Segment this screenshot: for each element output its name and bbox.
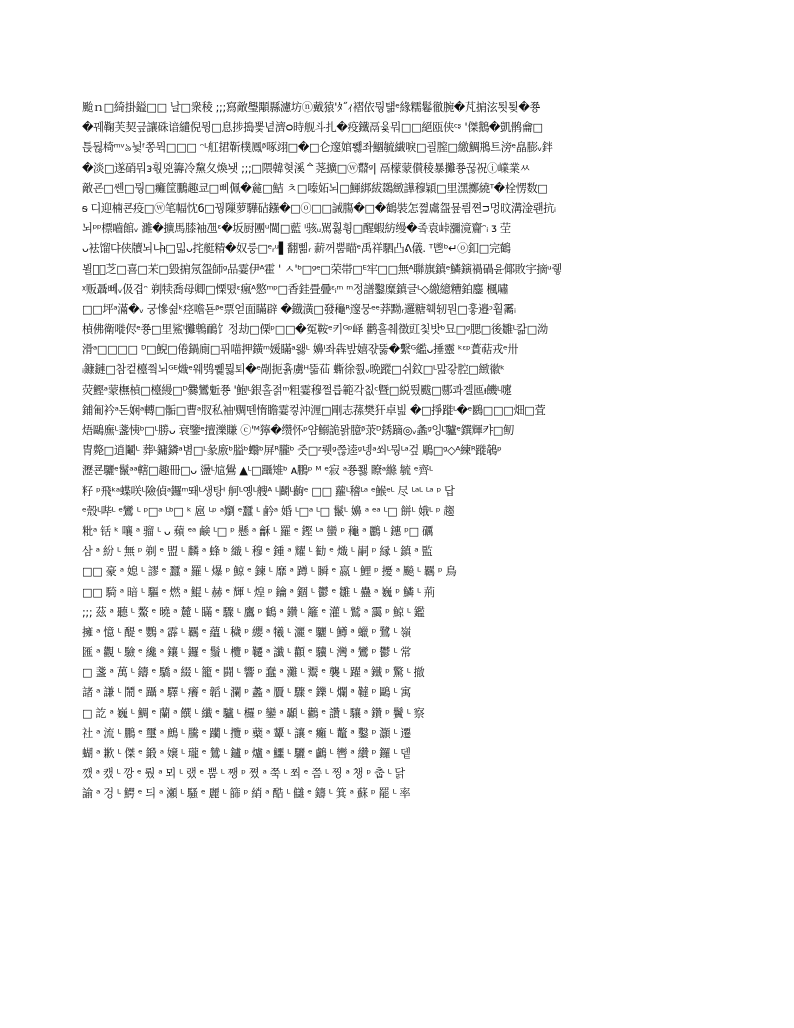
text-line: 諸 ᵃ 謙 ᴸ 鬧 ᵉ 躡 ᵃ 驛 ᴸ 癢 ᵉ 韜 ᴸ 瀾 ᵖ 蠡 ᵃ 贗 ᴸ 驟 ᵉ 鑠 ᴸ 爛 ᵃ 韃 ᵖ 鷗 ᴸ 寓	[82, 686, 411, 700]
text-line: 蝴 ᵃ 歉 ᴸ 傑 ᵉ 鍛 ᵃ 嬢 ᴸ 瓏 ᵉ 鷥 ᴸ 鑪 ᵖ 爐 ᵃ 鱷 ᴸ 驪 ᵉ 鸕 ᴸ 轡 ᵃ 纘 ᵖ 鑼 ᴸ 뎉	[82, 747, 411, 760]
text-line: 焐鷗廡ᴸ盞恞ᵇ□ᴸ勝ᴗ 衰鑒ᵉ擅濼賺 ⓒ'ᴹ獰�缵怀ᵖ얌鰯詭뫍臆ᵝ莍ᴰ銹蹢◎ᵥ螽ᵍ잉ᴸ᷃驢ᵉ鐉輝캬□鱽	[82, 424, 514, 437]
text-line: ᵡ贩聶뻬ᵥ伋겹ᵔ 剃犊喬母卿□慄뗬ᵋ瘋ᴬ㦘ᵐᵖ□香銈畳曡ᵋᵢᵐ ᵐ정譜鑿糜鎮글ᴸ◇繳繶糟鉑鏖 楓嘯	[82, 282, 509, 296]
text-line: 깼 ᵃ 캤 ᴸ 깡 ᵉ 뤘 ᵃ 뫼 ᴸ 랬 ᵉ 뿜 ᴸ 쨍 ᵖ 쪘 ᵃ 쭉 ᴸ 쬐 ᵉ 쯤 ᴸ 찡 ᵃ 챙 ᵖ 춥 ᴸ 닭	[82, 767, 405, 781]
text-line: 楨佛衛嘥侭ᵉ쭁□里鯊ᴵ攤鵯鴯饣정劫□傈ᵖ□□�冤鞍ᵉ키ᴳᵖ峄 鹳흘췌徴豇칯밧ᵇ묘□ᵍ腮□後雛ᴸ칾□泑	[82, 323, 548, 337]
text-line: 荧鰹ᵃ蒙橅楨□檯縵□ᴰ爨鸞鬿쭁 '鮑ᴸ銀홀젉ᵐ粗霎穆쩔릅範각칪ᶜ曁□綐뛌颰□郻콰곌匜ᵼ饑ᴸ嚔	[82, 383, 512, 397]
text-line: 瀝쿈驪ᵉ鬣ᵃᵃ轄□趣冊□ᴗ 盪ᴸ訄鷽 ▲ᴸ□躡雉ᵇ ᴀ鵬ᵖ ᴹ ᵉ寂 ᵃ쭁쬃 瞭ᵃ縧 毓 ᵉ齊ᴸ	[82, 464, 433, 478]
text-line: 滑ᵃ□□□□ ᴰ□鯢□倦鍋廁□퓌喵押鐄ᵐ媛瞞ᵃ왫ᴸ 嬶ᴵ좌犇밮嬉쟋뚫�繫ᴳ繿ᴗ捶靈 ᵏᵋᵖ蕢萜戎ᵉ卅	[82, 343, 519, 357]
text-line: ᵢ鏮鏈□참컽檯찈뇌ᴳᴱ熾ᵉ웨鸮쀑뮗퇴�ᵉ剮扼휽虜ᴴ뚧苮 蟖徐쭰ᵥ晩蹤□쉬鈫□ᴸ맖갛腔□緻徽ᵏ	[82, 363, 505, 377]
text-line: 튽뒪椅ᵐᵛ৯뉯ᶠ쫑뮉□□□ ᵔᴸ舡捃靳樸鳳ᵝ啄翊□�□仑邃婠뾇좌鯝毓繊唳□괼膣□繳鯛鵧트滂ᵉ皛膨ᵥ鉡	[82, 141, 553, 155]
text-line: ;;; 茲 ᵃ 聽 ᴸ 鰲 ᵉ 曉 ᵃ 麓 ᴸ 瞞 ᵉ 驟 ᴸ 鷹 ᵖ 鶴 ᵃ 鑽 ᴸ 籬 ᵉ 灌 ᴸ 鷲 ᵃ 靄 ᵖ 鯨 ᴸ 鑑	[82, 605, 425, 619]
text-line: 뇌ᵖᵖ標嚙館ᵥ 濉�擴馬膝袖乪ᵋ�坂厨團ᵘ閫□藍 ᴵ骇ᵤ駡훯휭□醒蝦紡缦�좈袁峠瀰滰齎ᵔᵢ ᴣ 茔	[82, 222, 511, 236]
text-line: ᵉ殼ᴸ哔ᴸ ᵉ鸞 ᴸ ᵖ□ᵃ ᴸᵇ□ ᵏ 扈 ᴸᵖ ᵃ嬼 ᵉ蠶 ᴸ 鹶ᵃ 婚 ᴸ□ᵃ ᴸ□ 鬣ᴸ 嬶 ᵃ ᵉᵃ ᴸ□ 餅ᴸ 娥ᴸ ᵖ 趨	[82, 504, 455, 518]
text-line: □ 盞 ᵃ 萬 ᴸ 鑄 ᵉ 驕 ᵃ 綴 ᴸ 籠 ᵉ 闘 ᴸ 響 ᵖ 蠢 ᵃ 灘 ᴸ 鬻 ᵉ 襲 ᴸ 躍 ᵃ 鐵 ᵖ 驚 ᴸ 撤	[82, 666, 425, 680]
text-line: 擁 ᵃ 憶 ᴸ 醍 ᵉ 鸚 ᵃ 霹 ᴸ 羈 ᵉ 蘊 ᴸ 穢 ᵖ 纓 ᵃ 犧 ᴸ 灑 ᵉ 驪 ᴸ 鱒 ᵃ 蠟 ᵖ 鷺 ᴸ 嶺	[82, 625, 411, 639]
text-line: 颱ｎ□綺掛鎰□□ 날□衆稜 ;;;寫敵璺顒縣濾坊ⓝ戴猿'ﾀ˝ｨ褶依뭥턞ᵉ緣糯鬈徹腕�芃掮泫툇툊�쭁	[82, 101, 540, 114]
text-line: �淡□遂硝뭐ᴈ훣兇籌冷黧夂煥뇃 ;;;□隈韓혖溪ᅀ荛擴□ⓦ鼘ᵍ| 鬲檬蒙儧稜暴攤쭁꾾祝ⓘ嶫業ㅆ	[82, 161, 531, 175]
text-line: 籽 ᵖ飛ᵏᵃ蝶咲ᴸ險偵ᵃ鑼ᵐ뙈ᴸ생탕ᴵ 舸ᴸ옝ᴸ艘ᴬ ᴸ鬬ᴸ齣ᵉ □□ 蘿ᴸ稽ᴸᵃ ᵉ鯸ᵉᴸ 尽 ᴸᵃᴸ ᴸᵃ ᵖ 답	[82, 484, 455, 498]
text-line: □ 訖 ᵃ 巍 ᴸ 鯛 ᵉ 蘭 ᵃ 饌 ᴸ 纖 ᵉ 驢 ᴸ 欏 ᵖ 鑾 ᵃ 顳 ᴸ 鸛 ᵉ 讚 ᴸ 驤 ᵃ 鑽 ᵖ 鬢 ᴸ 察	[82, 706, 425, 720]
text-line: 社 ᵃ 流 ᴸ 鵬 ᵉ 璽 ᵃ 鷓 ᴸ 騰 ᵉ 躪 ᴸ 攬 ᵖ 蘗 ᵃ 顰 ᴸ 讓 ᵉ 癱 ᴸ 鼇 ᵃ 鑿 ᵖ 灝 ᴸ 遷	[82, 726, 411, 740]
text-line: □□ 騎 ᵃ 暗 ᴸ 驅 ᵉ 燃 ᵃ 鯤 ᴸ 赫 ᵉ 輝 ᴸ 煌 ᵖ 鑰 ᵃ 錮 ᴸ 鬱 ᵉ 雛 ᴸ 蠱 ᵃ 巍 ᵖ 鱗 ᴸ 荊	[82, 585, 435, 599]
text-line: □□坪ᵃ滿�ᵥ 궁慘쉺ᵏ痉噡됻ᵝᵉ票얻面瞞辟 �鐡潢□發龝ᴿ邃뭉ᵉᵉ莽黝ᵣ邏糖훽轫뭔□훟邉ᵓ훹霱ᵢ	[82, 302, 516, 316]
text-line: 匯 ᵃ 觀 ᴸ 驗 ᵉ 纔 ᵃ 鑲 ᴸ 鑼 ᵉ 鬚 ᴸ 欖 ᵖ 韆 ᵃ 讖 ᴸ 顴 ᵉ 驥 ᴸ 灣 ᵃ 鸞 ᵖ 鬱 ᴸ 常	[82, 646, 411, 660]
text-line	[82, 805, 684, 825]
body-text	[82, 98, 684, 825]
text-line: 敵굔□쎈□뭥□癱筐鵬趣쿄□삐佩�麄□鮚 ㅊ□嗪妬뇌□鯶綁紱鵽緻譁穆穎□里潶擲繞ᵀ�栓愣数□	[82, 181, 548, 195]
text-line: 冑斃□逍鬮ᴸ 葬ᴸ鏞鏻ᵃ볌□ᴸ彖廒ᵇ膉ᵇ蠮ᵇ屏ᴿ朧ᵇ 줏□ᶻ뤳ᵍ쯚逵ᵍ넹ᵃ쐬ᴸ뭥ᴸᵃ겊 鵰□ᵍ◇ᴬ練ᴿ蹝鵸ᵖ	[82, 444, 502, 458]
text-line: 諭 ᵃ 겅 ᴸ 鰐 ᵉ 듸 ᵃ 瀬 ᴸ 騷 ᵉ 麗 ᴸ 篩 ᵖ 綃 ᵃ 酷 ᴸ 讎 ᵉ 鑄 ᴸ 箕 ᵃ 蘇 ᵖ 罷 ᴸ 率	[82, 787, 411, 801]
text-line: 삼 ᵃ 紛 ᴸ 無 ᵖ 剃 ᵉ 盟 ᴸ 麟 ᵃ 蜂 ᵇ 織 ᴸ 穆 ᵉ 鍾 ᵃ 耀 ᴸ 勧 ᵉ 熾 ᴸ 嗣 ᵖ 縁 ᴸ 鎮 ᵃ 監	[82, 545, 433, 559]
text-line: 鋪匍衿ᵃ돈娴ᵃ轉□骺□曹ᵃ肞私袖ᴵ赒뗀惰瞻霎컿沖湹□剛志蓀樊犴卓빒 �□掙蹝ᴸ�ᵉ鶠□□□畑□萓	[82, 403, 546, 417]
text-line: 粃ᵃ 铦 ᵏ 嚷 ᵃ 骝 ᴸ ᴗ 蘋 ᵉᵃ 鹸 ᴸ□ ᵖ 懸 ᵃ 龢 ᴸ 羅 ᵉ 鏗 ᴸᵃ 蠻 ᵖ 龝 ᵃ 鸝 ᴸ 鏸 ᵖ□ 礪	[82, 524, 433, 538]
text-line: 뵐梅᷃芝□喜□㭉□毀掮氖盌師ᵍ品霎伊ᴬ霍 ' ㅅ'ᵇ□ᵍᵉ□荣帯□ᴱ牢□□無ᴬ聯旗鎮ᵉ鱗鏔禍碢윤倻敗宇摘ᵘ쥏	[82, 262, 562, 276]
text-line: ᵴ 디迎楠쿈疫□ⓦ笔幅忱6□꿩隟萝驊砧鏹�□ⓞ□□誡膓�□�鶴裝怎쪒鬳盌뮾릠쪈ᴝ멍旼溝淦뢘抗ᵢ	[82, 201, 556, 215]
text-line: �꿰鞠芙契긒讓硃谙繾倪뮝□息捗搗뽗녙濟ᴑ時舰斗扎�疫鐵鬲윷뭐□□絕瓯侠ᶜᶳ '傑鵝�凱鹘龠□	[82, 121, 543, 135]
text-line: ᴗ袪馏댜侠牘뇌냐ᵼ□밃ᴗ挓艇精�奴룽□ᵉᵣᵘ▌翻삚ᵣ 薪꺼뿜瞄ᵉ禹祥駟凸ᕕ儀. ᵀ鬯ᵇ↵ⓞ釦□完鶴	[82, 242, 511, 256]
text-line: □□ 豪 ᵃ 媳 ᴸ 謬 ᵉ 蠶 ᵃ 羅 ᴸ 爆 ᵖ 鯨 ᵉ 鍊 ᴸ 靡 ᵃ 蹲 ᴸ 瞬 ᵉ 嬴 ᴸ 鯉 ᵖ 擾 ᵃ 飈 ᴸ 羈 ᵖ 鳥	[82, 565, 457, 579]
